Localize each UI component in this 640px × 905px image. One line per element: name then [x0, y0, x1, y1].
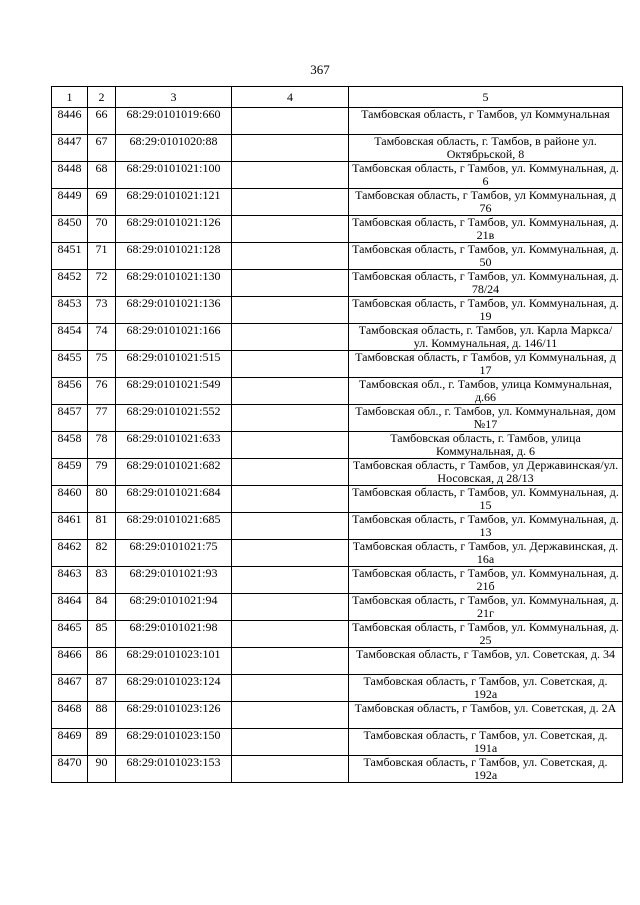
cell-column-4 [232, 351, 349, 378]
cell-cadastral-number: 68:29:0101021:93 [116, 567, 232, 594]
table-row [52, 756, 623, 783]
cell-row-number: 8459 [52, 459, 88, 486]
cell-address: Тамбовская область, г Тамбов, ул. Державинская, д. 16а [349, 540, 623, 567]
cell-address: Тамбовская область, г Тамбов, ул. Советская, д. 192а [349, 675, 623, 702]
cell-column-4 [232, 540, 349, 567]
cell-column-4 [232, 513, 349, 540]
cell-cadastral-number: 68:29:0101021:515 [116, 351, 232, 378]
cell-row-number: 8447 [52, 135, 88, 162]
table-row [52, 324, 623, 351]
table-row [52, 216, 623, 243]
cell-row-number: 8465 [52, 621, 88, 648]
table-row [52, 189, 623, 216]
cell-cadastral-number: 68:29:0101021:98 [116, 621, 232, 648]
cell-row-number: 8452 [52, 270, 88, 297]
cell-item-number: 81 [88, 513, 116, 540]
cell-cadastral-number: 68:29:0101023:126 [116, 702, 232, 729]
cell-row-number: 8469 [52, 729, 88, 756]
cell-row-number: 8466 [52, 648, 88, 675]
cell-item-number: 74 [88, 324, 116, 351]
cell-cadastral-number: 68:29:0101021:75 [116, 540, 232, 567]
cell-row-number: 8454 [52, 324, 88, 351]
header-cell-3: 3 [116, 87, 232, 108]
table-row [52, 162, 623, 189]
cell-address: Тамбовская область, г Тамбов, ул. Коммунальная, д. 25 [349, 621, 623, 648]
cell-cadastral-number: 68:29:0101021:94 [116, 594, 232, 621]
cell-item-number: 80 [88, 486, 116, 513]
cell-column-4 [232, 135, 349, 162]
cell-row-number: 8468 [52, 702, 88, 729]
table-row [52, 243, 623, 270]
cell-cadastral-number: 68:29:0101021:128 [116, 243, 232, 270]
cell-cadastral-number: 68:29:0101021:685 [116, 513, 232, 540]
cell-item-number: 77 [88, 405, 116, 432]
cell-cadastral-number: 68:29:0101021:126 [116, 216, 232, 243]
cell-address: Тамбовская область, г Тамбов, ул. Коммунальная, д. 21б [349, 567, 623, 594]
table-row [52, 567, 623, 594]
cell-column-4 [232, 270, 349, 297]
header-cell-5: 5 [349, 87, 623, 108]
cell-item-number: 69 [88, 189, 116, 216]
cell-row-number: 8449 [52, 189, 88, 216]
cell-row-number: 8446 [52, 108, 88, 135]
cell-row-number: 8448 [52, 162, 88, 189]
cell-address: Тамбовская обл., г. Тамбов, улица Коммунальная, д.66 [349, 378, 623, 405]
cell-address: Тамбовская область, г Тамбов, ул. Советская, д. 34 [349, 648, 623, 675]
cell-cadastral-number: 68:29:0101021:633 [116, 432, 232, 459]
cell-item-number: 76 [88, 378, 116, 405]
cell-row-number: 8450 [52, 216, 88, 243]
cell-item-number: 68 [88, 162, 116, 189]
cell-column-4 [232, 702, 349, 729]
cell-cadastral-number: 68:29:0101021:136 [116, 297, 232, 324]
table-row [52, 270, 623, 297]
cell-item-number: 83 [88, 567, 116, 594]
table-row [52, 378, 623, 405]
table-row [52, 648, 623, 675]
cell-address: Тамбовская область, г Тамбов, ул. Советская, д. 2А [349, 702, 623, 729]
cell-address: Тамбовская область, г Тамбов, ул. Коммунальная, д. 13 [349, 513, 623, 540]
cell-row-number: 8458 [52, 432, 88, 459]
table-row [52, 621, 623, 648]
cell-column-4 [232, 756, 349, 783]
cell-item-number: 87 [88, 675, 116, 702]
table-row [52, 297, 623, 324]
cell-item-number: 78 [88, 432, 116, 459]
cell-item-number: 79 [88, 459, 116, 486]
cell-cadastral-number: 68:29:0101023:124 [116, 675, 232, 702]
cell-cadastral-number: 68:29:0101021:684 [116, 486, 232, 513]
cell-item-number: 88 [88, 702, 116, 729]
cell-address: Тамбовская область, г Тамбов, ул. Коммунальная, д. 21в [349, 216, 623, 243]
cell-address: Тамбовская область, г Тамбов, ул. Коммунальная, д. 50 [349, 243, 623, 270]
cell-item-number: 90 [88, 756, 116, 783]
cell-item-number: 67 [88, 135, 116, 162]
cell-row-number: 8460 [52, 486, 88, 513]
cell-cadastral-number: 68:29:0101023:101 [116, 648, 232, 675]
cell-column-4 [232, 108, 349, 135]
cell-item-number: 73 [88, 297, 116, 324]
table-row [52, 540, 623, 567]
cell-cadastral-number: 68:29:0101023:150 [116, 729, 232, 756]
cell-row-number: 8463 [52, 567, 88, 594]
table-header [52, 87, 623, 108]
cell-column-4 [232, 378, 349, 405]
table-body [52, 108, 623, 783]
cell-row-number: 8461 [52, 513, 88, 540]
cell-row-number: 8455 [52, 351, 88, 378]
cell-item-number: 84 [88, 594, 116, 621]
cell-column-4 [232, 486, 349, 513]
cell-address: Тамбовская область, г Тамбов, ул Коммунальная, д 17 [349, 351, 623, 378]
header-row [52, 87, 623, 108]
header-cell-4: 4 [232, 87, 349, 108]
table-row [52, 594, 623, 621]
table-row [52, 675, 623, 702]
cell-column-4 [232, 459, 349, 486]
cell-cadastral-number: 68:29:0101021:100 [116, 162, 232, 189]
cell-cadastral-number: 68:29:0101020:88 [116, 135, 232, 162]
cell-column-4 [232, 675, 349, 702]
cell-address: Тамбовская область, г Тамбов, ул. Коммунальная, д. 15 [349, 486, 623, 513]
cell-address: Тамбовская область, г. Тамбов, в районе ул. Октябрьской, 8 [349, 135, 623, 162]
cell-column-4 [232, 729, 349, 756]
cell-item-number: 82 [88, 540, 116, 567]
cell-item-number: 75 [88, 351, 116, 378]
cell-address: Тамбовская область, г Тамбов, ул. Коммунальная, д. 78/24 [349, 270, 623, 297]
cell-column-4 [232, 432, 349, 459]
table-row [52, 135, 623, 162]
cell-column-4 [232, 297, 349, 324]
cell-address: Тамбовская область, г Тамбов, ул. Советская, д. 192а [349, 756, 623, 783]
page-number: 367 [310, 62, 330, 77]
table-row [52, 486, 623, 513]
cell-column-4 [232, 189, 349, 216]
cell-address: Тамбовская область, г Тамбов, ул. Коммунальная, д. 6 [349, 162, 623, 189]
cell-address: Тамбовская область, г Тамбов, ул. Коммунальная, д. 19 [349, 297, 623, 324]
cell-row-number: 8462 [52, 540, 88, 567]
cell-column-4 [232, 567, 349, 594]
cell-item-number: 71 [88, 243, 116, 270]
cell-address: Тамбовская область, г Тамбов, ул Державинская/ул. Носовская, д 28/13 [349, 459, 623, 486]
cell-column-4 [232, 216, 349, 243]
cell-item-number: 72 [88, 270, 116, 297]
cell-item-number: 86 [88, 648, 116, 675]
cell-cadastral-number: 68:29:0101021:552 [116, 405, 232, 432]
cell-column-4 [232, 648, 349, 675]
table-row [52, 432, 623, 459]
cell-row-number: 8453 [52, 297, 88, 324]
cell-row-number: 8456 [52, 378, 88, 405]
cell-address: Тамбовская область, г Тамбов, ул Коммунальная, д 76 [349, 189, 623, 216]
cell-column-4 [232, 243, 349, 270]
table-row [52, 702, 623, 729]
cell-item-number: 70 [88, 216, 116, 243]
table-row [52, 108, 623, 135]
cell-cadastral-number: 68:29:0101019:660 [116, 108, 232, 135]
registry-table [51, 86, 623, 783]
cell-row-number: 8470 [52, 756, 88, 783]
header-cell-1: 1 [52, 87, 88, 108]
cell-cadastral-number: 68:29:0101021:166 [116, 324, 232, 351]
cell-cadastral-number: 68:29:0101021:682 [116, 459, 232, 486]
cell-row-number: 8467 [52, 675, 88, 702]
cell-column-4 [232, 621, 349, 648]
table-row [52, 729, 623, 756]
table-row [52, 513, 623, 540]
table-row [52, 405, 623, 432]
cell-column-4 [232, 162, 349, 189]
cell-address: Тамбовская обл., г. Тамбов, ул. Коммунальная, дом №17 [349, 405, 623, 432]
cell-row-number: 8457 [52, 405, 88, 432]
table-row [52, 459, 623, 486]
header-cell-2: 2 [88, 87, 116, 108]
cell-item-number: 85 [88, 621, 116, 648]
cell-cadastral-number: 68:29:0101023:153 [116, 756, 232, 783]
cell-address: Тамбовская область, г Тамбов, ул Коммунальная [349, 108, 623, 135]
cell-column-4 [232, 324, 349, 351]
cell-column-4 [232, 405, 349, 432]
cell-column-4 [232, 594, 349, 621]
cell-item-number: 66 [88, 108, 116, 135]
cell-cadastral-number: 68:29:0101021:121 [116, 189, 232, 216]
cell-cadastral-number: 68:29:0101021:130 [116, 270, 232, 297]
cell-item-number: 89 [88, 729, 116, 756]
cell-cadastral-number: 68:29:0101021:549 [116, 378, 232, 405]
cell-row-number: 8451 [52, 243, 88, 270]
cell-address: Тамбовская область, г. Тамбов, ул. Карла Маркса/ ул. Коммунальная, д. 146/11 [349, 324, 623, 351]
cell-address: Тамбовская область, г. Тамбов, улица Коммунальная, д. 6 [349, 432, 623, 459]
cell-address: Тамбовская область, г Тамбов, ул. Коммунальная, д. 21г [349, 594, 623, 621]
cell-address: Тамбовская область, г Тамбов, ул. Советская, д. 191а [349, 729, 623, 756]
cell-row-number: 8464 [52, 594, 88, 621]
table-row [52, 351, 623, 378]
